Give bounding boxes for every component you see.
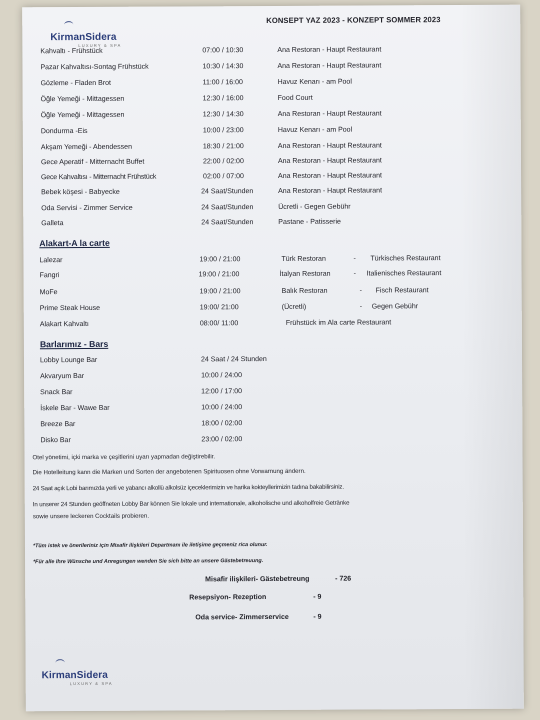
- meal-place: Pastane - Patisserie: [278, 218, 341, 226]
- meal-row: [41, 142, 511, 155]
- bar-row: [40, 420, 360, 433]
- meal-place: Ana Restoran - Haupt Restaurant: [278, 172, 382, 180]
- meal-time: 22:00 / 02:00: [202, 158, 244, 166]
- contact-label: Oda service- Zimmerservice: [195, 613, 289, 622]
- meal-name: Akşam Yemeği - Abendessen: [40, 143, 132, 152]
- meal-row: [41, 78, 511, 91]
- meal-time: 10:30 / 14:30: [202, 63, 244, 71]
- meal-time: 18:30 / 21:00: [202, 143, 244, 151]
- bar-hours: 12:00 / 17:00: [201, 388, 243, 396]
- bar-hours: 23:00 / 02:00: [201, 436, 243, 444]
- restaurant-time: 19:00 / 21:00: [199, 256, 241, 264]
- meal-row: [41, 187, 511, 200]
- bar-hours: 18:00 / 02:00: [201, 420, 243, 428]
- meal-name: Gece Aperatif - Mitternacht Buffet: [40, 158, 145, 167]
- meal-name: Oda Servisi - Zimmer Service: [41, 204, 133, 213]
- meal-time: 12:30 / 14:30: [202, 111, 244, 119]
- restaurant-type-tr: (Ücretli): [281, 303, 307, 311]
- restaurant-time: 19:00/ 21:00: [199, 304, 239, 312]
- meal-row: [41, 110, 511, 123]
- bar-row: [40, 356, 360, 369]
- separator: -: [353, 270, 356, 278]
- meal-row: [41, 94, 511, 107]
- bars-heading: Barlarımız - Bars: [39, 338, 109, 350]
- meal-name: Kahvaltı - Frühstück: [40, 47, 103, 56]
- separator: -: [359, 303, 363, 311]
- meal-place: Ana Restoran - Haupt Restaurant: [277, 110, 382, 118]
- bar-name: Disko Bar: [40, 437, 71, 445]
- bar-row: [40, 372, 360, 385]
- alacarte-heading: Alakart-A la carte: [39, 237, 110, 249]
- bar-name: Lobby Lounge Bar: [39, 356, 98, 365]
- alacarte-row: [40, 303, 510, 316]
- meal-time: 24 Saat/Stunden: [201, 188, 254, 196]
- note-text: Die Hotelleitung kann die Marken und Sorten der angebotenen Spirituosen ohne Vorwarnung ändern.: [32, 467, 306, 477]
- alacarte-row: [40, 319, 510, 332]
- brand-name: KirmanSidera: [41, 669, 108, 682]
- restaurant-name: MoFe: [39, 289, 58, 297]
- contact-number: - 9: [313, 593, 322, 601]
- restaurant-name: Fangri: [39, 272, 60, 280]
- contact-label: Misafir ilişkileri- Gästebetreung: [205, 575, 310, 584]
- restaurant-type-de: Fisch Restaurant: [375, 287, 429, 295]
- meal-time: 07:00 / 10:30: [202, 47, 244, 55]
- meal-place: Ana Restoran - Haupt Restaurant: [277, 46, 382, 54]
- meal-place: Ana Restoran - Haupt Restaurant: [277, 62, 382, 70]
- restaurant-name: Alakart Kahvaltı: [39, 320, 89, 329]
- restaurant-type-de: Gegen Gebühr: [371, 303, 419, 311]
- meal-time: 12:30 / 16:00: [202, 95, 244, 103]
- contact-guest-relations: [205, 575, 405, 587]
- restaurant-type-de: Türkisches Restaurant: [370, 255, 441, 263]
- page-title: KONSEPT YAZ 2023 - KONZEPT SOMMER 2023: [266, 15, 441, 26]
- contact-reception: [189, 593, 389, 605]
- meal-time: 02:00 / 07:00: [203, 173, 244, 181]
- note-text: 24 Saat açık Lobi barımızda yerli ve yabancı alkollü alkolsüz içeceklerimizin ve harika kokteyllerimizin tadına bakabilirsiniz.: [32, 483, 344, 493]
- meal-time: 11:00 / 16:00: [202, 79, 243, 87]
- meal-row: [41, 203, 511, 216]
- brand-logo-footer: [42, 655, 113, 686]
- meal-row: [41, 157, 511, 170]
- bar-name: Snack Bar: [40, 389, 73, 397]
- meal-name: Pazar Kahvaltısı-Sontag Frühstück: [40, 63, 149, 72]
- meal-name: Gözleme - Fladen Brot: [40, 79, 111, 88]
- contact-number: - 726: [335, 575, 352, 583]
- contact-number: - 9: [313, 613, 322, 621]
- bar-hours: 10:00 / 24:00: [201, 372, 242, 380]
- restaurant-type-tr: Türk Restoran: [281, 255, 326, 263]
- meal-place: Ana Restoran - Haupt Restaurant: [278, 187, 383, 195]
- bar-name: Breeze Bar: [40, 421, 76, 429]
- meal-name: Dondurma -Eis: [40, 127, 88, 136]
- meal-place: Food Court: [277, 94, 313, 102]
- brand-subtitle: LUXURY & SPA: [78, 42, 122, 49]
- meal-row: [40, 62, 510, 75]
- meal-time: 10:00 / 23:00: [202, 127, 244, 135]
- alacarte-row: [39, 255, 509, 268]
- separator: -: [353, 255, 356, 263]
- contact-label: Resepsiyon- Rezeption: [189, 594, 267, 602]
- brand-subtitle: LUXURY & SPA: [69, 680, 113, 687]
- logo-arc-icon: [56, 659, 65, 666]
- brand-logo: [50, 17, 121, 48]
- meal-row: [41, 218, 511, 231]
- note-text: sowie unsere leckeren Cocktails probieren.: [32, 512, 150, 521]
- alacarte-row: [40, 287, 510, 300]
- meal-name: Gece Kahvaltısı - Mitternacht Frühstück: [41, 173, 157, 182]
- meal-name: Öğle Yemeği - Mittagessen: [40, 95, 125, 104]
- meal-time: 24 Saat/Stunden: [201, 219, 254, 227]
- bar-name: İskele Bar - Wawe Bar: [40, 404, 110, 413]
- bar-hours: 10:00 / 24:00: [201, 404, 243, 412]
- note-text: In unserer 24 Stunden geöffneten Lobby Bar können Sie lokale und internationale, alkoholische und alkoholfreie Getränke: [32, 499, 350, 509]
- alacarte-row: [40, 270, 510, 283]
- note-text: Otel yönetimi, içki marka ve çeşitlerini uyarı yapmadan değiştirebilir.: [32, 453, 216, 462]
- bar-row: [40, 404, 360, 417]
- meal-place: Havuz Kenarı - am Pool: [277, 126, 353, 134]
- restaurant-type-tr: İtalyan Restoran: [279, 270, 331, 278]
- restaurant-time: 19:00 / 21:00: [199, 288, 241, 296]
- restaurant-name: Prime Steak House: [39, 304, 101, 313]
- meal-name: Bebek köşesi - Babyecke: [41, 188, 120, 197]
- bar-row: [40, 436, 360, 449]
- meal-place: Ana Restoran - Haupt Restaurant: [277, 157, 382, 165]
- separator: -: [359, 287, 363, 295]
- restaurant-type-tr: Balık Restoran: [281, 287, 328, 295]
- meal-name: Öğle Yemeği - Mittagessen: [40, 111, 125, 120]
- restaurant-time: 08:00/ 11:00: [199, 320, 239, 328]
- contact-note: *Tüm istek ve önerileriniz için Misafir ilişkileri Departmanı ile iletişime geçmeniz rica olunur.: [32, 542, 268, 550]
- restaurant-type-tr: Frühstück im Ala carte Restaurant: [285, 319, 392, 327]
- contact-note: *Für alle Ihre Wünsche und Anregungen wenden Sie sich bitte an unsere Gästebetreuung.: [33, 558, 264, 566]
- brand-name: KirmanSidera: [50, 31, 117, 44]
- bar-row: [40, 388, 360, 401]
- meal-place: Havuz Kenarı - am Pool: [277, 78, 352, 86]
- meal-place: Ücretli - Gegen Gebühr: [278, 203, 351, 211]
- meal-name: Galleta: [41, 220, 64, 228]
- restaurant-name: Lalezar: [39, 257, 63, 265]
- meal-time: 24 Saat/Stunden: [201, 204, 254, 212]
- bar-name: Akvaryum Bar: [40, 372, 85, 381]
- bar-hours: 24 Saat / 24 Stunden: [200, 356, 267, 364]
- meal-place: Ana Restoran - Haupt Restaurant: [277, 142, 382, 150]
- logo-arc-icon: [64, 21, 73, 28]
- meal-row: [41, 172, 511, 185]
- meal-row: [41, 126, 511, 139]
- contact-room-service: [195, 613, 395, 625]
- restaurant-time: 19:00 / 21:00: [198, 271, 240, 279]
- menu-sheet: [22, 5, 524, 712]
- restaurant-type-de: Italienisches Restaurant: [366, 270, 442, 278]
